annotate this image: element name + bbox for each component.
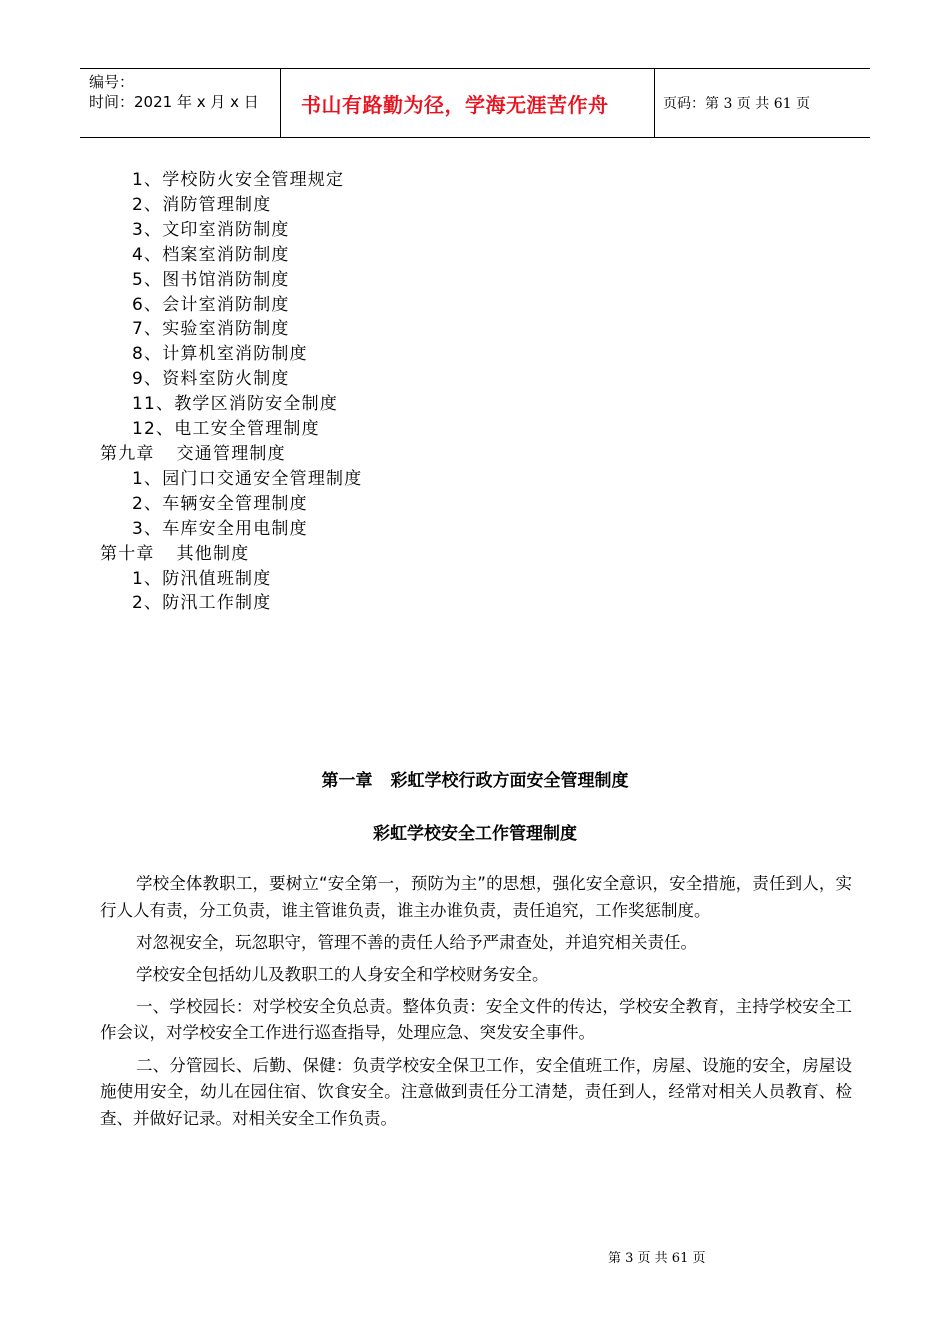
toc-item: 2、消防管理制度 — [132, 194, 272, 215]
chapter-heading-number: 第一章 — [321, 771, 373, 791]
page-footer: 第 3 页 共 61 页 — [608, 1251, 706, 1266]
toc-item: 5、图书馆消防制度 — [132, 269, 290, 290]
chapter-title: 交通管理制度 — [176, 443, 286, 464]
toc-item: 1、园门口交通安全管理制度 — [132, 468, 363, 489]
chapter-heading — [0, 766, 950, 791]
paragraph: 学校全体教职工，要树立“安全第一，预防为主”的思想，强化安全意识，安全措施，责任到人，实行人人有责，分工负责，谁主管谁负责，谁主办谁负责，责任追究，工作奖惩制度。 — [100, 874, 852, 920]
toc-item: 4、档案室消防制度 — [132, 244, 290, 265]
chapter-number: 第九章 — [100, 443, 155, 464]
toc-item: 2、车辆安全管理制度 — [132, 493, 308, 514]
toc-item: 8、计算机室消防制度 — [132, 344, 308, 365]
toc-item: 9、资料室防火制度 — [132, 369, 290, 390]
toc-item: 12、电工安全管理制度 — [132, 419, 320, 440]
toc-item: 7、实验室消防制度 — [132, 319, 290, 340]
body-text — [100, 871, 852, 1138]
paragraph: 一、学校园长：对学校安全负总责。整体负责：安全文件的传达，学校安全教育，主持学校安全工作会议，对学校安全工作进行巡查指导，处理应急、突发安全事件。 — [100, 996, 852, 1043]
header-page-info: 页码：第 3 页 共 61 页 — [663, 96, 810, 112]
toc-item: 11、教学区消防安全制度 — [132, 394, 339, 415]
paragraph: 学校安全包括幼儿及教职工的人身安全和学校财务安全。 — [136, 964, 549, 984]
header-meta — [80, 69, 281, 137]
chapter-heading-title: 彩虹学校行政方面安全管理制度 — [390, 771, 629, 791]
chapter-number: 第十章 — [100, 543, 155, 564]
table-of-contents — [100, 168, 362, 616]
toc-item: 3、文印室消防制度 — [132, 219, 290, 240]
toc-item: 2、防汛工作制度 — [132, 593, 272, 614]
toc-chapter-9 — [100, 442, 362, 467]
page-header — [80, 68, 870, 138]
header-motto: 书山有路勤为径，学海无涯苦作舟 — [281, 69, 655, 137]
toc-item: 3、车库安全用电制度 — [132, 518, 308, 539]
toc-item: 1、学校防火安全管理规定 — [132, 170, 345, 190]
section-heading: 彩虹学校安全工作管理制度 — [373, 824, 577, 844]
toc-item: 1、防汛值班制度 — [132, 568, 272, 589]
toc-chapter-10 — [100, 542, 362, 567]
chapter-title: 其他制度 — [176, 543, 250, 564]
toc-item: 6、会计室消防制度 — [132, 294, 290, 315]
time-label: 时间：2021 年 x 月 x 日 — [89, 93, 259, 111]
paragraph: 二、分管园长、后勤、保健：负责学校安全保卫工作，安全值班工作，房屋、设施的安全，房屋设施使用安全，幼儿在园住宿、饮食安全。注意做到责任分工清楚，责任到人，经常对相关人员教育、检查、并做好记录。对相关安全工作负责。 — [100, 1055, 852, 1128]
paragraph: 对忽视安全，玩忽职守，管理不善的责任人给予严肃查处，并追究相关责任。 — [136, 932, 697, 952]
number-label: 编号： — [89, 73, 135, 91]
